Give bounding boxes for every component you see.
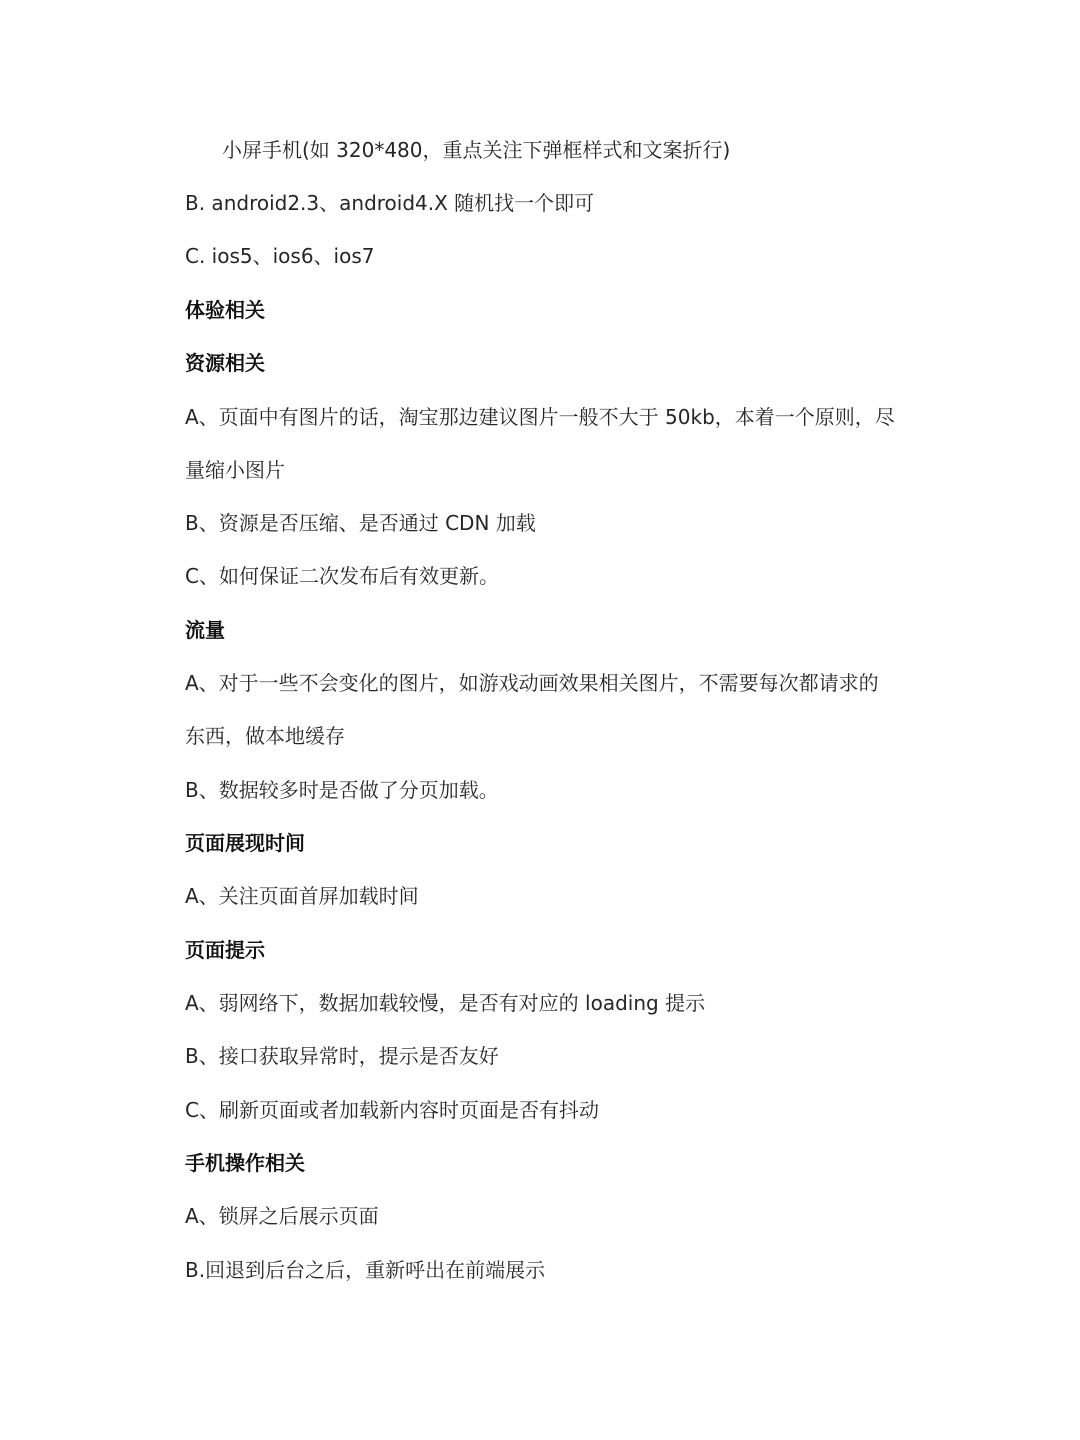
text-line-android: B. android2.3、android4.X 随机找一个即可: [185, 191, 595, 215]
text-line-first-screen: A、关注页面首屏加载时间: [185, 884, 419, 908]
text-line-loading: A、弱网络下，数据加载较慢，是否有对应的 loading 提示: [185, 991, 706, 1015]
text-line-cache: A、对于一些不会变化的图片，如游戏动画效果相关图片，不需要每次都请求的: [185, 671, 879, 695]
text-line-api-error: B、接口获取异常时，提示是否友好: [185, 1044, 499, 1068]
text-line-small-screen: 小屏手机(如 320*480，重点关注下弹框样式和文案折行): [222, 138, 731, 162]
text-line-image-size: A、页面中有图片的话，淘宝那边建议图片一般不大于 50kb，本着一个原则，尽: [185, 405, 895, 429]
text-line-jitter: C、刷新页面或者加载新内容时页面是否有抖动: [185, 1098, 599, 1122]
text-line-ios: C. ios5、ios6、ios7: [185, 244, 375, 268]
heading-page-time: 页面展现时间: [185, 831, 305, 855]
heading-resources: 资源相关: [185, 351, 265, 375]
text-line-lock-screen: A、锁屏之后展示页面: [185, 1204, 379, 1228]
text-line-background: B.回退到后台之后，重新呼出在前端展示: [185, 1258, 546, 1282]
heading-phone-ops: 手机操作相关: [185, 1151, 305, 1175]
heading-page-hint: 页面提示: [185, 938, 265, 962]
text-line-pagination: B、数据较多时是否做了分页加载。: [185, 778, 499, 802]
text-line-image-size-cont: 量缩小图片: [185, 458, 285, 482]
text-line-update: C、如何保证二次发布后有效更新。: [185, 564, 499, 588]
heading-experience: 体验相关: [185, 298, 265, 322]
heading-traffic: 流量: [185, 618, 225, 642]
text-line-cdn: B、资源是否压缩、是否通过 CDN 加载: [185, 511, 536, 535]
text-line-cache-cont: 东西，做本地缓存: [185, 724, 345, 748]
